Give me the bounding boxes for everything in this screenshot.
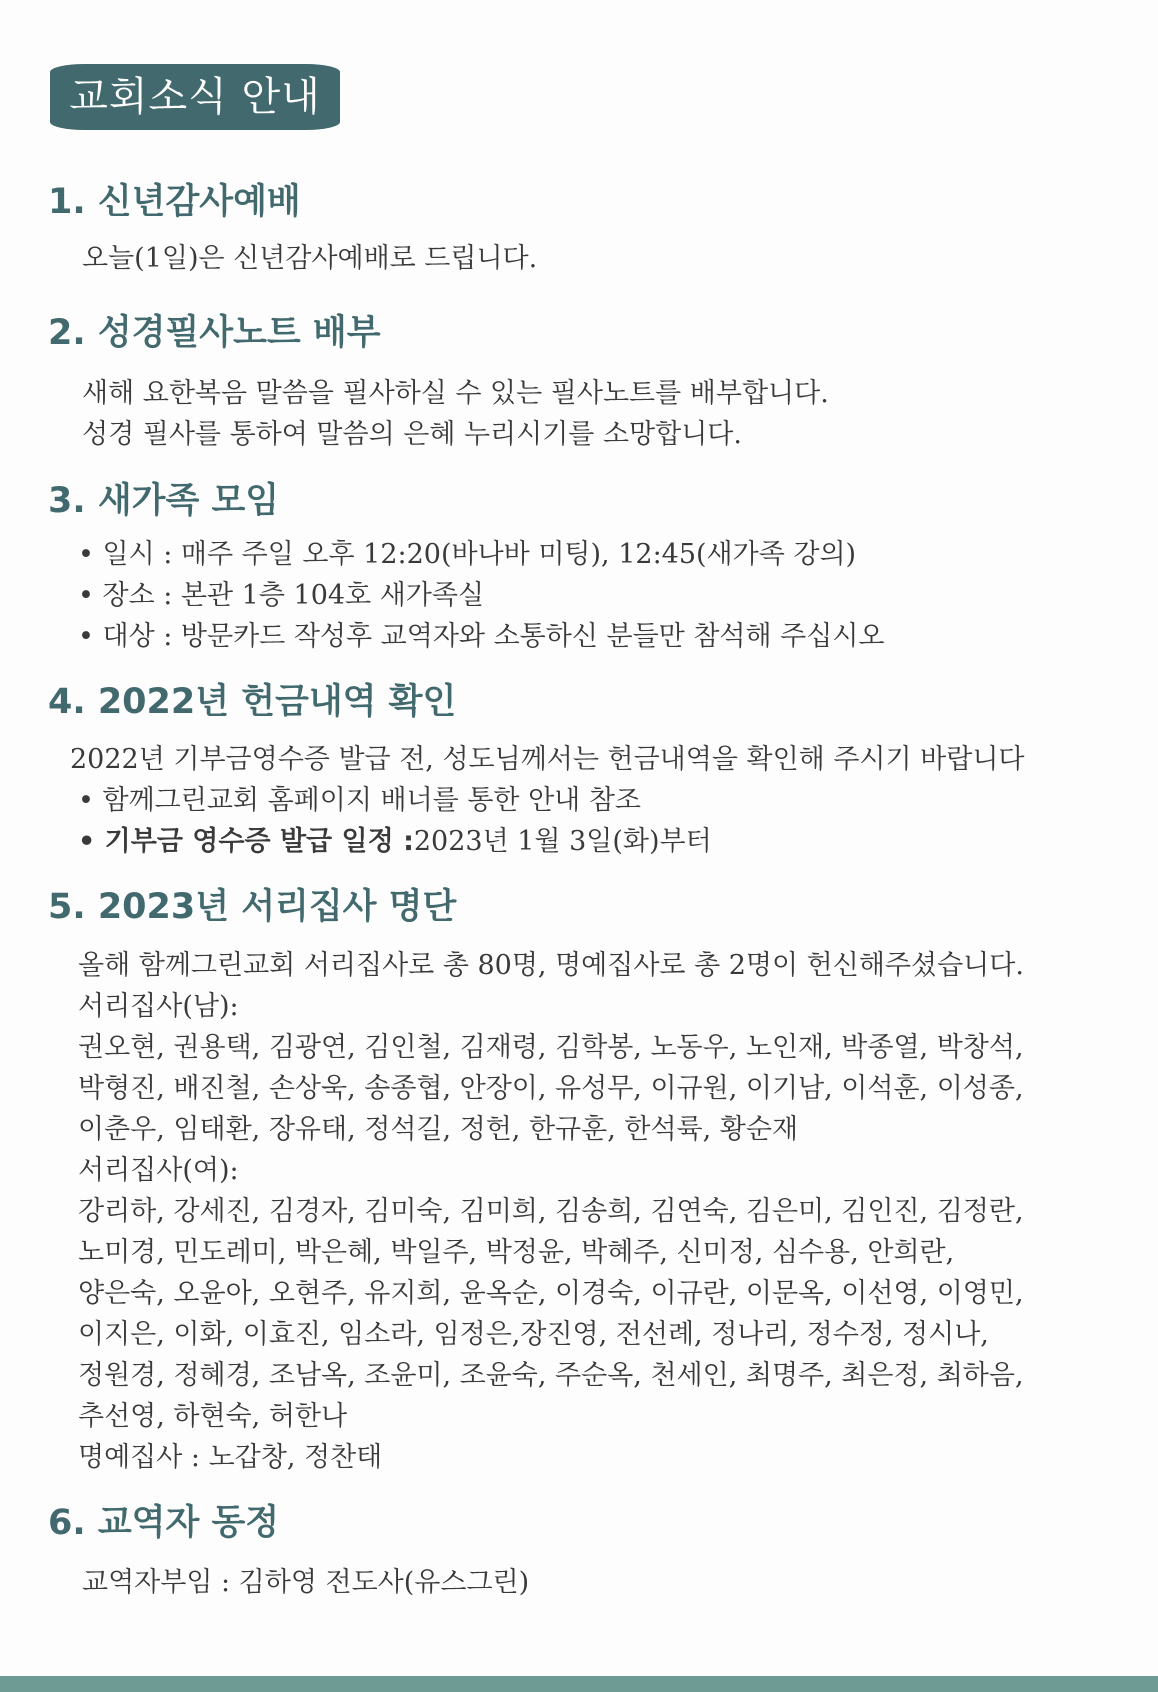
- section-6-line: 교역자부임 : 김하영 전도사(유스그린): [82, 1567, 530, 1598]
- section-5-line: 노미경, 민도레미, 박은혜, 박일주, 박정윤, 박혜주, 신미정, 심수용, 안희란,: [78, 1237, 955, 1268]
- section-title-new-family: 3. 새가족 모임: [48, 481, 280, 521]
- section-5-line: 명예집사 : 노갑창, 정찬태: [78, 1442, 383, 1473]
- section-4-line: • 함께그린교회 홈페이지 배너를 통한 안내 참조: [78, 785, 641, 816]
- section-5-line: 이춘우, 임태환, 장유태, 정석길, 정헌, 한규훈, 한석륙, 황순재: [78, 1114, 799, 1145]
- section-5-line: 권오현, 권용택, 김광연, 김인철, 김재령, 김학봉, 노동우, 노인재, 박종열, 박창석,: [78, 1032, 1024, 1063]
- section-3-line: • 장소 : 본관 1층 104호 새가족실: [78, 580, 485, 611]
- footer-bar: [0, 1676, 1158, 1692]
- section-title-offering-check: 4. 2022년 헌금내역 확인: [48, 682, 457, 722]
- section-5-line: 서리집사(남):: [78, 991, 239, 1022]
- section-5-line: 추선영, 하현숙, 허한나: [78, 1401, 348, 1432]
- page-banner: 교회소식 안내: [50, 64, 340, 130]
- section-5-line: 강리하, 강세진, 김경자, 김미숙, 김미희, 김송희, 김연숙, 김은미, 김인진, 김정란,: [78, 1196, 1024, 1227]
- section-3-line: • 일시 : 매주 주일 오후 12:20(바나바 미팅), 12:45(새가족 강의): [78, 539, 857, 570]
- section-4-line: 2022년 기부금영수증 발급 전, 성도님께서는 헌금내역을 확인해 주시기 바랍니다: [70, 744, 1025, 775]
- section-1-line: 오늘(1일)은 신년감사예배로 드립니다.: [82, 243, 538, 274]
- section-title-bible-note: 2. 성경필사노트 배부: [48, 313, 381, 353]
- section-2-line: 새해 요한복음 말씀을 필사하실 수 있는 필사노트를 배부합니다.: [82, 378, 829, 409]
- receipt-schedule-label: • 기부금 영수증 발급 일정 :: [78, 826, 414, 857]
- section-5-line: 박형진, 배진철, 손상욱, 송종협, 안장이, 유성무, 이규원, 이기남, 이석훈, 이성종,: [78, 1073, 1024, 1104]
- section-5-line: 올해 함께그린교회 서리집사로 총 80명, 명예집사로 총 2명이 헌신해주셨습니다.: [78, 950, 1024, 981]
- section-3-line: • 대상 : 방문카드 작성후 교역자와 소통하신 분들만 참석해 주십시오: [78, 621, 885, 652]
- section-5-line: 이지은, 이화, 이효진, 임소라, 임정은,장진영, 전선례, 정나리, 정수정, 정시나,: [78, 1319, 989, 1350]
- section-title-staff-news: 6. 교역자 동정: [48, 1503, 280, 1543]
- section-4-schedule-line: [78, 822, 712, 862]
- section-2-line: 성경 필사를 통하여 말씀의 은혜 누리시기를 소망합니다.: [82, 419, 742, 450]
- section-title-deacon-list: 5. 2023년 서리집사 명단: [48, 887, 457, 927]
- section-5-line: 양은숙, 오윤아, 오현주, 유지희, 윤옥순, 이경숙, 이규란, 이문옥, 이선영, 이영민,: [78, 1278, 1024, 1309]
- section-title-new-year-service: 1. 신년감사예배: [48, 182, 301, 222]
- section-5-line: 정원경, 정혜경, 조남옥, 조윤미, 조윤숙, 주순옥, 천세인, 최명주, 최은정, 최하음,: [78, 1360, 1024, 1391]
- section-5-line: 서리집사(여):: [78, 1155, 239, 1186]
- receipt-schedule-date: 2023년 1월 3일(화)부터: [413, 826, 712, 857]
